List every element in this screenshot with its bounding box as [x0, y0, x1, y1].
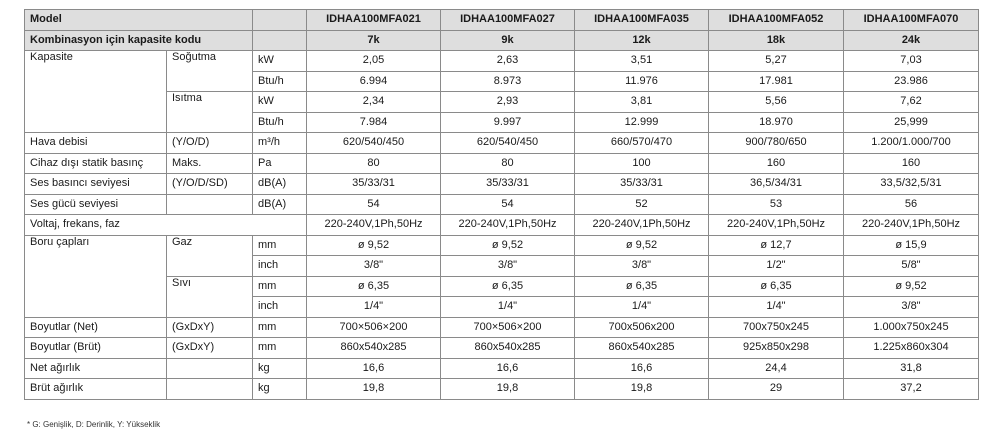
capacity-code-label: Kombinasyon için kapasite kodu — [25, 30, 253, 51]
row-label: Ses basıncı seviyesi — [25, 174, 167, 195]
value-cell: 1/4" — [709, 297, 844, 318]
value-cell: 3/8" — [441, 256, 575, 277]
value-cell: IDHAA100MFA027 — [441, 10, 575, 31]
value-cell: 5/8" — [844, 256, 979, 277]
value-cell: 7k — [307, 30, 441, 51]
value-cell: 16,6 — [307, 358, 441, 379]
header-unit-cell — [253, 10, 307, 31]
value-cell: 25,999 — [844, 112, 979, 133]
row-label: Cihaz dışı statik basınç — [25, 153, 167, 174]
value-cell: 16,6 — [441, 358, 575, 379]
value-cell: 1/4" — [441, 297, 575, 318]
value-cell: 18k — [709, 30, 844, 51]
table-row — [25, 51, 979, 72]
value-cell: 5,56 — [709, 92, 844, 113]
value-cell: 620/540/450 — [307, 133, 441, 154]
value-cell: 660/570/470 — [575, 133, 709, 154]
value-cell: 19,8 — [575, 379, 709, 400]
table-row — [25, 92, 979, 113]
row-label: Brüt ağırlık — [25, 379, 167, 400]
table-row — [25, 10, 979, 31]
table-row — [25, 379, 979, 400]
row-label: Boyutlar (Brüt) — [25, 338, 167, 359]
value-cell: 1.200/1.000/700 — [844, 133, 979, 154]
value-cell: 29 — [709, 379, 844, 400]
value-cell: 1/2" — [709, 256, 844, 277]
unit-cell: mm — [253, 317, 307, 338]
value-cell: 53 — [709, 194, 844, 215]
sub-label — [167, 379, 253, 400]
value-cell: 35/33/31 — [307, 174, 441, 195]
table-row — [25, 194, 979, 215]
value-cell: 900/780/650 — [709, 133, 844, 154]
value-cell: 7.984 — [307, 112, 441, 133]
value-cell: 7,62 — [844, 92, 979, 113]
row-label: Boyutlar (Net) — [25, 317, 167, 338]
value-cell: 220-240V,1Ph,50Hz — [441, 215, 575, 236]
value-cell: 18.970 — [709, 112, 844, 133]
value-cell: 80 — [441, 153, 575, 174]
unit-cell: mm — [253, 338, 307, 359]
value-cell: 2,34 — [307, 92, 441, 113]
value-cell: IDHAA100MFA021 — [307, 10, 441, 31]
unit-cell: kW — [253, 92, 307, 113]
value-cell: 8.973 — [441, 71, 575, 92]
table-row — [25, 317, 979, 338]
unit-cell: dB(A) — [253, 174, 307, 195]
table-row — [25, 358, 979, 379]
unit-cell: m³/h — [253, 133, 307, 154]
value-cell: 24,4 — [709, 358, 844, 379]
value-cell: 3,81 — [575, 92, 709, 113]
sub-label: Gaz — [167, 235, 253, 276]
value-cell: 17.981 — [709, 71, 844, 92]
table-row — [25, 235, 979, 256]
sub-label: (Y/O/D) — [167, 133, 253, 154]
value-cell: 700×506×200 — [441, 317, 575, 338]
sub-label: (GxDxY) — [167, 317, 253, 338]
value-cell: 220-240V,1Ph,50Hz — [575, 215, 709, 236]
sub-label: (Y/O/D/SD) — [167, 174, 253, 195]
table-row — [25, 215, 979, 236]
value-cell: ø 9,52 — [844, 276, 979, 297]
table-row — [25, 153, 979, 174]
unit-cell: Pa — [253, 153, 307, 174]
value-cell: ø 6,35 — [307, 276, 441, 297]
value-cell: 37,2 — [844, 379, 979, 400]
value-cell: ø 15,9 — [844, 235, 979, 256]
value-cell: 36,5/34/31 — [709, 174, 844, 195]
table-row — [25, 30, 979, 51]
sub-label: Sıvı — [167, 276, 253, 317]
value-cell: 860x540x285 — [575, 338, 709, 359]
sub-label — [167, 194, 253, 215]
unit-cell: dB(A) — [253, 194, 307, 215]
sub-label: Maks. — [167, 153, 253, 174]
value-cell: 16,6 — [575, 358, 709, 379]
value-cell: ø 6,35 — [709, 276, 844, 297]
value-cell: 220-240V,1Ph,50Hz — [709, 215, 844, 236]
value-cell: 35/33/31 — [575, 174, 709, 195]
row-label: Boru çapları — [25, 235, 167, 317]
value-cell: 160 — [844, 153, 979, 174]
value-cell: 24k — [844, 30, 979, 51]
value-cell: 700x750x245 — [709, 317, 844, 338]
value-cell: 31,8 — [844, 358, 979, 379]
value-cell: 12.999 — [575, 112, 709, 133]
value-cell: 220-240V,1Ph,50Hz — [307, 215, 441, 236]
value-cell: 80 — [307, 153, 441, 174]
unit-cell: Btu/h — [253, 112, 307, 133]
value-cell: 620/540/450 — [441, 133, 575, 154]
value-cell: ø 9,52 — [441, 235, 575, 256]
unit-cell: kg — [253, 358, 307, 379]
header-unit-cell — [253, 30, 307, 51]
value-cell: 19,8 — [441, 379, 575, 400]
value-cell: ø 6,35 — [575, 276, 709, 297]
value-cell: 54 — [307, 194, 441, 215]
value-cell: 2,63 — [441, 51, 575, 72]
unit-cell: kW — [253, 51, 307, 72]
value-cell: IDHAA100MFA035 — [575, 10, 709, 31]
value-cell: 19,8 — [307, 379, 441, 400]
row-label: Net ağırlık — [25, 358, 167, 379]
value-cell: ø 9,52 — [307, 235, 441, 256]
value-cell: 1.225x860x304 — [844, 338, 979, 359]
value-cell: IDHAA100MFA052 — [709, 10, 844, 31]
value-cell: 160 — [709, 153, 844, 174]
value-cell: 2,05 — [307, 51, 441, 72]
value-cell: 100 — [575, 153, 709, 174]
sub-label: Soğutma — [167, 51, 253, 92]
unit-cell: mm — [253, 235, 307, 256]
sub-label — [167, 358, 253, 379]
value-cell: 33,5/32,5/31 — [844, 174, 979, 195]
value-cell: 220-240V,1Ph,50Hz — [844, 215, 979, 236]
value-cell: 925x850x298 — [709, 338, 844, 359]
value-cell: ø 9,52 — [575, 235, 709, 256]
table-row — [25, 338, 979, 359]
value-cell: 9k — [441, 30, 575, 51]
table-row — [25, 276, 979, 297]
value-cell: 860x540x285 — [307, 338, 441, 359]
value-cell: IDHAA100MFA070 — [844, 10, 979, 31]
value-cell: 1/4" — [307, 297, 441, 318]
value-cell: 35/33/31 — [441, 174, 575, 195]
value-cell: 1/4" — [575, 297, 709, 318]
value-cell: ø 6,35 — [441, 276, 575, 297]
value-cell: 3/8" — [575, 256, 709, 277]
row-label: Voltaj, frekans, faz — [25, 215, 307, 236]
unit-cell: mm — [253, 276, 307, 297]
value-cell: 11.976 — [575, 71, 709, 92]
value-cell: 9.997 — [441, 112, 575, 133]
row-label: Hava debisi — [25, 133, 167, 154]
spec-table — [24, 9, 979, 400]
unit-cell: inch — [253, 297, 307, 318]
value-cell: 6.994 — [307, 71, 441, 92]
footnote: * G: Genişlik, D: Derinlik, Y: Yükseklik — [27, 420, 161, 429]
row-label: Ses gücü seviyesi — [25, 194, 167, 215]
table-row — [25, 174, 979, 195]
value-cell: 860x540x285 — [441, 338, 575, 359]
value-cell: 700x506x200 — [575, 317, 709, 338]
value-cell: ø 12,7 — [709, 235, 844, 256]
value-cell: 12k — [575, 30, 709, 51]
value-cell: 2,93 — [441, 92, 575, 113]
value-cell: 7,03 — [844, 51, 979, 72]
table-row — [25, 133, 979, 154]
sub-label: Isıtma — [167, 92, 253, 133]
row-label: Kapasite — [25, 51, 167, 133]
model-label: Model — [25, 10, 253, 31]
value-cell: 5,27 — [709, 51, 844, 72]
value-cell: 23.986 — [844, 71, 979, 92]
unit-cell: kg — [253, 379, 307, 400]
unit-cell: Btu/h — [253, 71, 307, 92]
value-cell: 1.000x750x245 — [844, 317, 979, 338]
value-cell: 52 — [575, 194, 709, 215]
value-cell: 54 — [441, 194, 575, 215]
unit-cell: inch — [253, 256, 307, 277]
value-cell: 3,51 — [575, 51, 709, 72]
value-cell: 3/8" — [844, 297, 979, 318]
value-cell: 3/8" — [307, 256, 441, 277]
sub-label: (GxDxY) — [167, 338, 253, 359]
value-cell: 56 — [844, 194, 979, 215]
value-cell: 700×506×200 — [307, 317, 441, 338]
